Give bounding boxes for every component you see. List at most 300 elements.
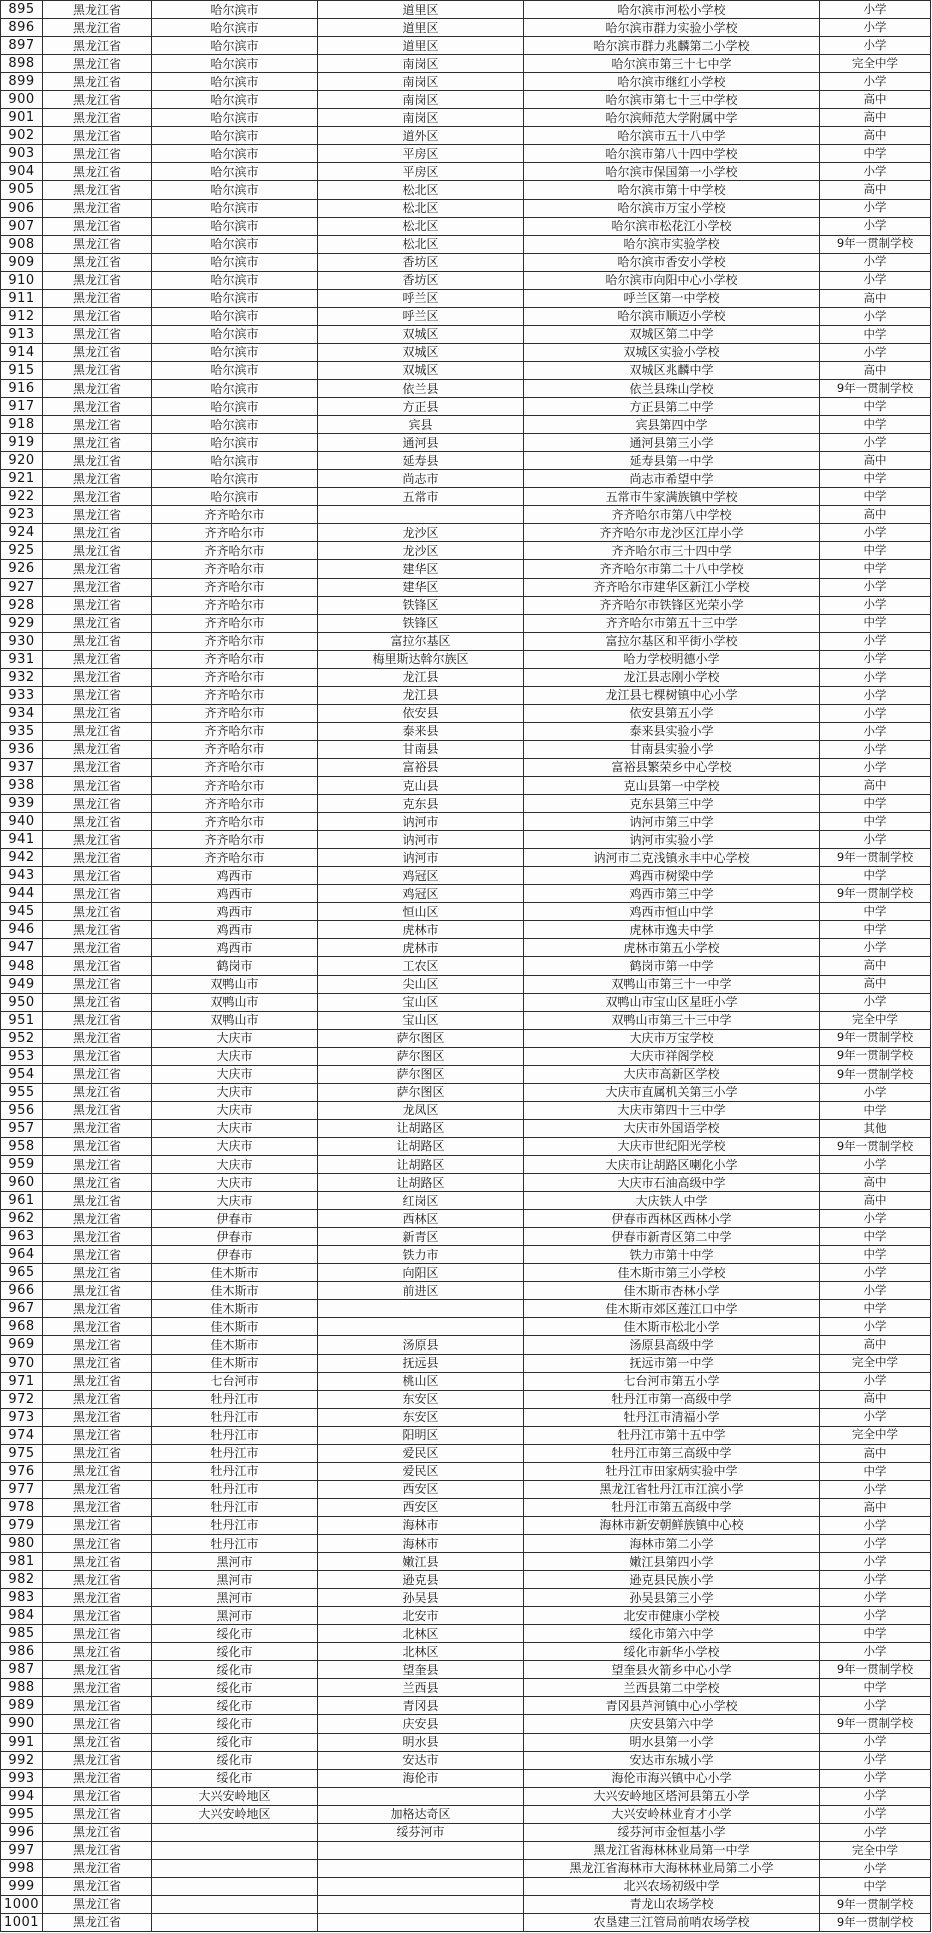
cell-row-number[interactable]: 971 [1, 1373, 43, 1391]
cell-province[interactable]: 黑龙江省 [43, 127, 152, 145]
cell-district[interactable]: 向阳区 [318, 1264, 524, 1282]
cell-school-name[interactable]: 佳木斯市第三小学校 [524, 1264, 820, 1282]
cell-city[interactable]: 哈尔滨市 [152, 362, 318, 380]
cell-province[interactable]: 黑龙江省 [43, 1734, 152, 1752]
cell-school-type[interactable]: 小学 [820, 723, 931, 741]
cell-school-name[interactable]: 佳木斯市郊区莲江口中学 [524, 1300, 820, 1318]
cell-province[interactable]: 黑龙江省 [43, 200, 152, 218]
cell-district[interactable]: 庆安县 [318, 1715, 524, 1733]
cell-row-number[interactable]: 948 [1, 957, 43, 975]
cell-school-name[interactable]: 逊克县民族小学 [524, 1571, 820, 1589]
cell-district[interactable]: 北林区 [318, 1625, 524, 1643]
cell-province[interactable]: 黑龙江省 [43, 145, 152, 163]
cell-province[interactable]: 黑龙江省 [43, 1138, 152, 1156]
cell-school-name[interactable]: 黑龙江省海林林业局第一中学 [524, 1842, 820, 1860]
cell-row-number[interactable]: 899 [1, 73, 43, 91]
cell-district[interactable]: 西安区 [318, 1481, 524, 1499]
cell-row-number[interactable]: 996 [1, 1824, 43, 1842]
cell-district[interactable] [318, 1318, 524, 1336]
cell-school-name[interactable]: 齐齐哈尔市建华区新江小学校 [524, 579, 820, 597]
cell-row-number[interactable]: 970 [1, 1355, 43, 1373]
cell-school-type[interactable]: 9年一贯制学校 [820, 380, 931, 398]
cell-school-type[interactable]: 中学 [820, 326, 931, 344]
cell-row-number[interactable]: 909 [1, 254, 43, 272]
cell-school-name[interactable]: 大兴安岭地区塔河县第五小学 [524, 1788, 820, 1806]
cell-row-number[interactable]: 904 [1, 163, 43, 181]
cell-province[interactable]: 黑龙江省 [43, 1481, 152, 1499]
cell-province[interactable]: 黑龙江省 [43, 73, 152, 91]
cell-city[interactable]: 哈尔滨市 [152, 109, 318, 127]
cell-school-name[interactable]: 讷河市第三中学 [524, 813, 820, 831]
cell-province[interactable]: 黑龙江省 [43, 236, 152, 254]
cell-row-number[interactable]: 968 [1, 1318, 43, 1336]
cell-school-name[interactable]: 尚志市希望中学 [524, 470, 820, 488]
cell-district[interactable]: 南岗区 [318, 109, 524, 127]
cell-city[interactable]: 哈尔滨市 [152, 344, 318, 362]
cell-district[interactable]: 建华区 [318, 579, 524, 597]
cell-school-type[interactable]: 高中 [820, 1391, 931, 1409]
cell-school-type[interactable]: 中学 [820, 398, 931, 416]
cell-school-name[interactable]: 五常市牛家满族镇中学校 [524, 488, 820, 506]
cell-school-name[interactable]: 哈尔滨市群力实验小学校 [524, 19, 820, 37]
cell-row-number[interactable]: 956 [1, 1102, 43, 1120]
cell-province[interactable]: 黑龙江省 [43, 1806, 152, 1824]
cell-province[interactable]: 黑龙江省 [43, 1210, 152, 1228]
cell-school-name[interactable]: 虎林市逸夫中学 [524, 921, 820, 939]
cell-province[interactable]: 黑龙江省 [43, 19, 152, 37]
cell-school-type[interactable]: 中学 [820, 145, 931, 163]
cell-row-number[interactable]: 924 [1, 524, 43, 542]
cell-district[interactable]: 望奎县 [318, 1661, 524, 1679]
cell-province[interactable]: 黑龙江省 [43, 560, 152, 578]
cell-row-number[interactable]: 911 [1, 290, 43, 308]
cell-row-number[interactable]: 910 [1, 272, 43, 290]
cell-city[interactable]: 大庆市 [152, 1066, 318, 1084]
cell-province[interactable]: 黑龙江省 [43, 705, 152, 723]
cell-school-type[interactable]: 9年一贯制学校 [820, 1896, 931, 1914]
cell-school-type[interactable]: 完全中学 [820, 1012, 931, 1030]
cell-city[interactable]: 双鸭山市 [152, 994, 318, 1012]
cell-row-number[interactable]: 930 [1, 633, 43, 651]
cell-city[interactable]: 牡丹江市 [152, 1535, 318, 1553]
cell-district[interactable]: 宝山区 [318, 1012, 524, 1030]
cell-row-number[interactable]: 927 [1, 579, 43, 597]
cell-school-type[interactable]: 高中 [820, 127, 931, 145]
cell-district[interactable] [318, 1896, 524, 1914]
cell-province[interactable]: 黑龙江省 [43, 1228, 152, 1246]
cell-row-number[interactable]: 964 [1, 1246, 43, 1264]
cell-school-name[interactable]: 青冈县芦河镇中心小学校 [524, 1697, 820, 1715]
cell-row-number[interactable]: 931 [1, 651, 43, 669]
cell-province[interactable]: 黑龙江省 [43, 1842, 152, 1860]
cell-city[interactable]: 大庆市 [152, 1102, 318, 1120]
cell-school-name[interactable]: 哈尔滨市顺迈小学校 [524, 308, 820, 326]
cell-row-number[interactable]: 932 [1, 669, 43, 687]
cell-province[interactable]: 黑龙江省 [43, 921, 152, 939]
cell-row-number[interactable]: 976 [1, 1463, 43, 1481]
cell-school-type[interactable]: 小学 [820, 705, 931, 723]
cell-city[interactable] [152, 1878, 318, 1896]
cell-province[interactable]: 黑龙江省 [43, 218, 152, 236]
cell-school-name[interactable]: 齐齐哈尔市第二十八中学校 [524, 560, 820, 578]
cell-row-number[interactable]: 983 [1, 1589, 43, 1607]
cell-province[interactable]: 黑龙江省 [43, 1300, 152, 1318]
cell-province[interactable]: 黑龙江省 [43, 1318, 152, 1336]
cell-district[interactable]: 让胡路区 [318, 1174, 524, 1192]
cell-school-type[interactable]: 高中 [820, 91, 931, 109]
cell-school-name[interactable]: 大庆铁人中学 [524, 1192, 820, 1210]
cell-row-number[interactable]: 955 [1, 1084, 43, 1102]
cell-district[interactable]: 尖山区 [318, 976, 524, 994]
cell-school-name[interactable]: 牡丹江市第一高级中学 [524, 1391, 820, 1409]
cell-school-type[interactable]: 小学 [820, 434, 931, 452]
cell-city[interactable]: 哈尔滨市 [152, 488, 318, 506]
cell-row-number[interactable]: 997 [1, 1842, 43, 1860]
cell-district[interactable]: 梅里斯达斡尔族区 [318, 651, 524, 669]
cell-district[interactable]: 讷河市 [318, 849, 524, 867]
cell-school-name[interactable]: 大庆市祥阁学校 [524, 1048, 820, 1066]
cell-school-type[interactable]: 中学 [820, 867, 931, 885]
cell-district[interactable] [318, 1788, 524, 1806]
cell-district[interactable]: 延寿县 [318, 452, 524, 470]
cell-district[interactable]: 讷河市 [318, 831, 524, 849]
cell-school-name[interactable]: 农垦建三江管局前哨农场学校 [524, 1914, 820, 1932]
cell-row-number[interactable]: 905 [1, 181, 43, 199]
cell-row-number[interactable]: 990 [1, 1715, 43, 1733]
cell-province[interactable]: 黑龙江省 [43, 452, 152, 470]
cell-school-type[interactable]: 小学 [820, 1156, 931, 1174]
cell-district[interactable]: 宾县 [318, 416, 524, 434]
cell-province[interactable]: 黑龙江省 [43, 939, 152, 957]
cell-city[interactable]: 哈尔滨市 [152, 163, 318, 181]
cell-city[interactable]: 哈尔滨市 [152, 236, 318, 254]
cell-city[interactable]: 鸡西市 [152, 921, 318, 939]
cell-school-name[interactable]: 黑龙江省牡丹江市江滨小学 [524, 1481, 820, 1499]
cell-school-type[interactable]: 高中 [820, 976, 931, 994]
cell-row-number[interactable]: 946 [1, 921, 43, 939]
cell-province[interactable]: 黑龙江省 [43, 885, 152, 903]
cell-school-type[interactable]: 中学 [820, 416, 931, 434]
cell-school-name[interactable]: 青龙山农场学校 [524, 1896, 820, 1914]
cell-province[interactable]: 黑龙江省 [43, 1102, 152, 1120]
cell-city[interactable]: 佳木斯市 [152, 1318, 318, 1336]
cell-province[interactable]: 黑龙江省 [43, 91, 152, 109]
cell-school-name[interactable]: 哈尔滨师范大学附属中学 [524, 109, 820, 127]
cell-province[interactable]: 黑龙江省 [43, 1788, 152, 1806]
cell-district[interactable] [318, 1914, 524, 1932]
cell-city[interactable]: 齐齐哈尔市 [152, 759, 318, 777]
cell-district[interactable]: 阳明区 [318, 1427, 524, 1445]
cell-row-number[interactable]: 989 [1, 1697, 43, 1715]
cell-province[interactable]: 黑龙江省 [43, 1355, 152, 1373]
cell-school-type[interactable]: 小学 [820, 1264, 931, 1282]
cell-school-type[interactable]: 9年一贯制学校 [820, 236, 931, 254]
cell-district[interactable] [318, 506, 524, 524]
cell-province[interactable]: 黑龙江省 [43, 651, 152, 669]
cell-district[interactable]: 平房区 [318, 163, 524, 181]
cell-province[interactable]: 黑龙江省 [43, 957, 152, 975]
cell-row-number[interactable]: 969 [1, 1336, 43, 1354]
cell-school-type[interactable]: 中学 [820, 813, 931, 831]
cell-row-number[interactable]: 925 [1, 542, 43, 560]
cell-district[interactable]: 道里区 [318, 37, 524, 55]
cell-row-number[interactable]: 987 [1, 1661, 43, 1679]
cell-school-type[interactable]: 小学 [820, 73, 931, 91]
cell-city[interactable]: 牡丹江市 [152, 1427, 318, 1445]
cell-city[interactable]: 齐齐哈尔市 [152, 849, 318, 867]
cell-school-name[interactable]: 哈尔滨市河松小学校 [524, 1, 820, 19]
cell-city[interactable]: 大庆市 [152, 1120, 318, 1138]
cell-school-type[interactable]: 小学 [820, 1535, 931, 1553]
cell-district[interactable]: 南岗区 [318, 55, 524, 73]
cell-school-name[interactable]: 通河县第三小学 [524, 434, 820, 452]
cell-school-type[interactable]: 小学 [820, 1643, 931, 1661]
cell-district[interactable]: 道外区 [318, 127, 524, 145]
cell-school-type[interactable]: 高中 [820, 1192, 931, 1210]
cell-row-number[interactable]: 952 [1, 1030, 43, 1048]
cell-province[interactable]: 黑龙江省 [43, 1409, 152, 1427]
cell-row-number[interactable]: 981 [1, 1553, 43, 1571]
cell-city[interactable]: 大庆市 [152, 1030, 318, 1048]
cell-school-name[interactable]: 讷河市二克浅镇永丰中心学校 [524, 849, 820, 867]
cell-province[interactable]: 黑龙江省 [43, 1860, 152, 1878]
cell-district[interactable]: 龙沙区 [318, 542, 524, 560]
cell-city[interactable]: 哈尔滨市 [152, 181, 318, 199]
cell-school-type[interactable]: 小学 [820, 1824, 931, 1842]
cell-school-name[interactable]: 大庆市石油高级中学 [524, 1174, 820, 1192]
cell-school-type[interactable]: 9年一贯制学校 [820, 1914, 931, 1932]
cell-row-number[interactable]: 998 [1, 1860, 43, 1878]
cell-province[interactable]: 黑龙江省 [43, 1625, 152, 1643]
cell-city[interactable] [152, 1824, 318, 1842]
cell-school-type[interactable]: 9年一贯制学校 [820, 885, 931, 903]
cell-province[interactable]: 黑龙江省 [43, 55, 152, 73]
cell-row-number[interactable]: 922 [1, 488, 43, 506]
cell-school-name[interactable]: 齐齐哈尔市龙沙区江岸小学 [524, 524, 820, 542]
cell-school-type[interactable]: 中学 [820, 1300, 931, 1318]
cell-school-name[interactable]: 延寿县第一中学 [524, 452, 820, 470]
cell-province[interactable]: 黑龙江省 [43, 1661, 152, 1679]
cell-city[interactable]: 哈尔滨市 [152, 470, 318, 488]
cell-school-type[interactable]: 高中 [820, 1336, 931, 1354]
cell-city[interactable]: 哈尔滨市 [152, 218, 318, 236]
cell-province[interactable]: 黑龙江省 [43, 163, 152, 181]
cell-district[interactable]: 建华区 [318, 560, 524, 578]
cell-city[interactable]: 哈尔滨市 [152, 1, 318, 19]
cell-row-number[interactable]: 920 [1, 452, 43, 470]
cell-district[interactable] [318, 1878, 524, 1896]
cell-row-number[interactable]: 1000 [1, 1896, 43, 1914]
cell-district[interactable]: 西安区 [318, 1499, 524, 1517]
cell-row-number[interactable]: 1001 [1, 1914, 43, 1932]
cell-row-number[interactable]: 928 [1, 597, 43, 615]
cell-province[interactable]: 黑龙江省 [43, 506, 152, 524]
cell-school-name[interactable]: 哈尔滨市第八十四中学校 [524, 145, 820, 163]
cell-province[interactable]: 黑龙江省 [43, 994, 152, 1012]
cell-district[interactable]: 双城区 [318, 326, 524, 344]
cell-school-type[interactable]: 小学 [820, 687, 931, 705]
cell-school-name[interactable]: 伊春市新青区第二中学 [524, 1228, 820, 1246]
cell-school-type[interactable]: 小学 [820, 1770, 931, 1788]
cell-school-type[interactable]: 9年一贯制学校 [820, 1048, 931, 1066]
cell-province[interactable]: 黑龙江省 [43, 1427, 152, 1445]
cell-city[interactable]: 伊春市 [152, 1246, 318, 1264]
cell-school-name[interactable]: 克东县第三中学 [524, 795, 820, 813]
cell-province[interactable]: 黑龙江省 [43, 308, 152, 326]
cell-school-name[interactable]: 佳木斯市松北小学 [524, 1318, 820, 1336]
cell-province[interactable]: 黑龙江省 [43, 434, 152, 452]
cell-row-number[interactable]: 977 [1, 1481, 43, 1499]
cell-province[interactable]: 黑龙江省 [43, 759, 152, 777]
cell-row-number[interactable]: 945 [1, 903, 43, 921]
cell-district[interactable]: 泰来县 [318, 723, 524, 741]
cell-row-number[interactable]: 898 [1, 55, 43, 73]
cell-city[interactable]: 牡丹江市 [152, 1463, 318, 1481]
cell-city[interactable]: 黑河市 [152, 1553, 318, 1571]
cell-row-number[interactable]: 939 [1, 795, 43, 813]
cell-city[interactable]: 绥化市 [152, 1679, 318, 1697]
cell-row-number[interactable]: 896 [1, 19, 43, 37]
cell-row-number[interactable]: 958 [1, 1138, 43, 1156]
cell-city[interactable]: 牡丹江市 [152, 1445, 318, 1463]
cell-school-name[interactable]: 泰来县实验小学 [524, 723, 820, 741]
cell-province[interactable]: 黑龙江省 [43, 344, 152, 362]
cell-province[interactable]: 黑龙江省 [43, 1679, 152, 1697]
cell-city[interactable]: 哈尔滨市 [152, 434, 318, 452]
cell-district[interactable]: 克山县 [318, 777, 524, 795]
cell-school-type[interactable]: 小学 [820, 939, 931, 957]
cell-province[interactable]: 黑龙江省 [43, 1824, 152, 1842]
cell-province[interactable]: 黑龙江省 [43, 1499, 152, 1517]
cell-province[interactable]: 黑龙江省 [43, 1571, 152, 1589]
cell-school-type[interactable]: 小学 [820, 1318, 931, 1336]
cell-district[interactable]: 铁锋区 [318, 597, 524, 615]
cell-city[interactable]: 齐齐哈尔市 [152, 705, 318, 723]
cell-school-type[interactable]: 中学 [820, 560, 931, 578]
cell-district[interactable]: 五常市 [318, 488, 524, 506]
cell-province[interactable]: 黑龙江省 [43, 1120, 152, 1138]
cell-school-type[interactable]: 高中 [820, 109, 931, 127]
cell-school-type[interactable]: 9年一贯制学校 [820, 1715, 931, 1733]
cell-row-number[interactable]: 908 [1, 236, 43, 254]
cell-school-type[interactable]: 高中 [820, 506, 931, 524]
cell-school-type[interactable]: 高中 [820, 452, 931, 470]
cell-city[interactable]: 鸡西市 [152, 903, 318, 921]
cell-school-name[interactable]: 双城区实验小学校 [524, 344, 820, 362]
cell-school-name[interactable]: 齐齐哈尔市第八中学校 [524, 506, 820, 524]
cell-province[interactable]: 黑龙江省 [43, 1192, 152, 1210]
cell-school-type[interactable]: 9年一贯制学校 [820, 1138, 931, 1156]
cell-school-type[interactable]: 小学 [820, 1409, 931, 1427]
cell-city[interactable]: 齐齐哈尔市 [152, 597, 318, 615]
cell-school-type[interactable]: 其他 [820, 1120, 931, 1138]
cell-row-number[interactable]: 963 [1, 1228, 43, 1246]
cell-city[interactable]: 佳木斯市 [152, 1264, 318, 1282]
cell-province[interactable]: 黑龙江省 [43, 723, 152, 741]
cell-city[interactable]: 绥化市 [152, 1752, 318, 1770]
cell-province[interactable]: 黑龙江省 [43, 1336, 152, 1354]
cell-province[interactable]: 黑龙江省 [43, 867, 152, 885]
cell-school-name[interactable]: 大庆市直属机关第三小学 [524, 1084, 820, 1102]
cell-city[interactable]: 鸡西市 [152, 939, 318, 957]
cell-row-number[interactable]: 902 [1, 127, 43, 145]
cell-city[interactable]: 佳木斯市 [152, 1300, 318, 1318]
cell-province[interactable]: 黑龙江省 [43, 488, 152, 506]
cell-district[interactable]: 加格达奇区 [318, 1806, 524, 1824]
cell-school-type[interactable]: 高中 [820, 1499, 931, 1517]
cell-district[interactable]: 龙江县 [318, 687, 524, 705]
cell-row-number[interactable]: 973 [1, 1409, 43, 1427]
cell-school-name[interactable]: 大庆市高新区学校 [524, 1066, 820, 1084]
cell-district[interactable]: 逊克县 [318, 1571, 524, 1589]
cell-district[interactable]: 铁力市 [318, 1246, 524, 1264]
cell-row-number[interactable]: 944 [1, 885, 43, 903]
cell-school-name[interactable]: 鸡西市第三中学 [524, 885, 820, 903]
cell-district[interactable]: 方正县 [318, 398, 524, 416]
cell-district[interactable]: 龙凤区 [318, 1102, 524, 1120]
cell-row-number[interactable]: 993 [1, 1770, 43, 1788]
cell-district[interactable]: 香坊区 [318, 272, 524, 290]
cell-school-type[interactable]: 小学 [820, 1282, 931, 1300]
cell-city[interactable]: 绥化市 [152, 1770, 318, 1788]
cell-district[interactable]: 海林市 [318, 1535, 524, 1553]
cell-city[interactable]: 佳木斯市 [152, 1282, 318, 1300]
cell-province[interactable]: 黑龙江省 [43, 1697, 152, 1715]
cell-school-type[interactable]: 高中 [820, 1445, 931, 1463]
cell-school-type[interactable]: 小学 [820, 1734, 931, 1752]
cell-district[interactable]: 绥芬河市 [318, 1824, 524, 1842]
cell-row-number[interactable]: 921 [1, 470, 43, 488]
cell-school-name[interactable]: 虎林市第五小学校 [524, 939, 820, 957]
cell-district[interactable]: 虎林市 [318, 921, 524, 939]
cell-row-number[interactable]: 974 [1, 1427, 43, 1445]
cell-school-type[interactable]: 9年一贯制学校 [820, 1066, 931, 1084]
cell-city[interactable]: 哈尔滨市 [152, 326, 318, 344]
cell-city[interactable] [152, 1842, 318, 1860]
cell-school-name[interactable]: 牡丹江市清福小学 [524, 1409, 820, 1427]
cell-province[interactable]: 黑龙江省 [43, 1066, 152, 1084]
cell-school-type[interactable]: 高中 [820, 362, 931, 380]
cell-school-name[interactable]: 铁力市第十中学 [524, 1246, 820, 1264]
cell-school-name[interactable]: 富裕县繁荣乡中心学校 [524, 759, 820, 777]
cell-school-type[interactable]: 高中 [820, 777, 931, 795]
cell-province[interactable]: 黑龙江省 [43, 633, 152, 651]
cell-province[interactable]: 黑龙江省 [43, 416, 152, 434]
cell-city[interactable]: 哈尔滨市 [152, 73, 318, 91]
cell-province[interactable]: 黑龙江省 [43, 813, 152, 831]
cell-school-type[interactable]: 中学 [820, 1679, 931, 1697]
cell-row-number[interactable]: 895 [1, 1, 43, 19]
cell-school-type[interactable]: 小学 [820, 163, 931, 181]
cell-school-type[interactable]: 小学 [820, 597, 931, 615]
cell-district[interactable]: 北安市 [318, 1607, 524, 1625]
cell-row-number[interactable]: 935 [1, 723, 43, 741]
cell-city[interactable] [152, 1860, 318, 1878]
cell-row-number[interactable]: 912 [1, 308, 43, 326]
cell-school-type[interactable]: 小学 [820, 759, 931, 777]
cell-school-name[interactable]: 海林市第二小学 [524, 1535, 820, 1553]
cell-province[interactable]: 黑龙江省 [43, 380, 152, 398]
cell-row-number[interactable]: 975 [1, 1445, 43, 1463]
cell-school-name[interactable]: 庆安县第六中学 [524, 1715, 820, 1733]
cell-school-type[interactable]: 中学 [820, 1463, 931, 1481]
cell-province[interactable]: 黑龙江省 [43, 542, 152, 560]
cell-school-name[interactable]: 哈尔滨市继红小学校 [524, 73, 820, 91]
cell-school-name[interactable]: 哈尔滨市第七十三中学校 [524, 91, 820, 109]
cell-district[interactable]: 呼兰区 [318, 308, 524, 326]
cell-school-name[interactable]: 哈力学校明德小学 [524, 651, 820, 669]
cell-province[interactable]: 黑龙江省 [43, 1770, 152, 1788]
